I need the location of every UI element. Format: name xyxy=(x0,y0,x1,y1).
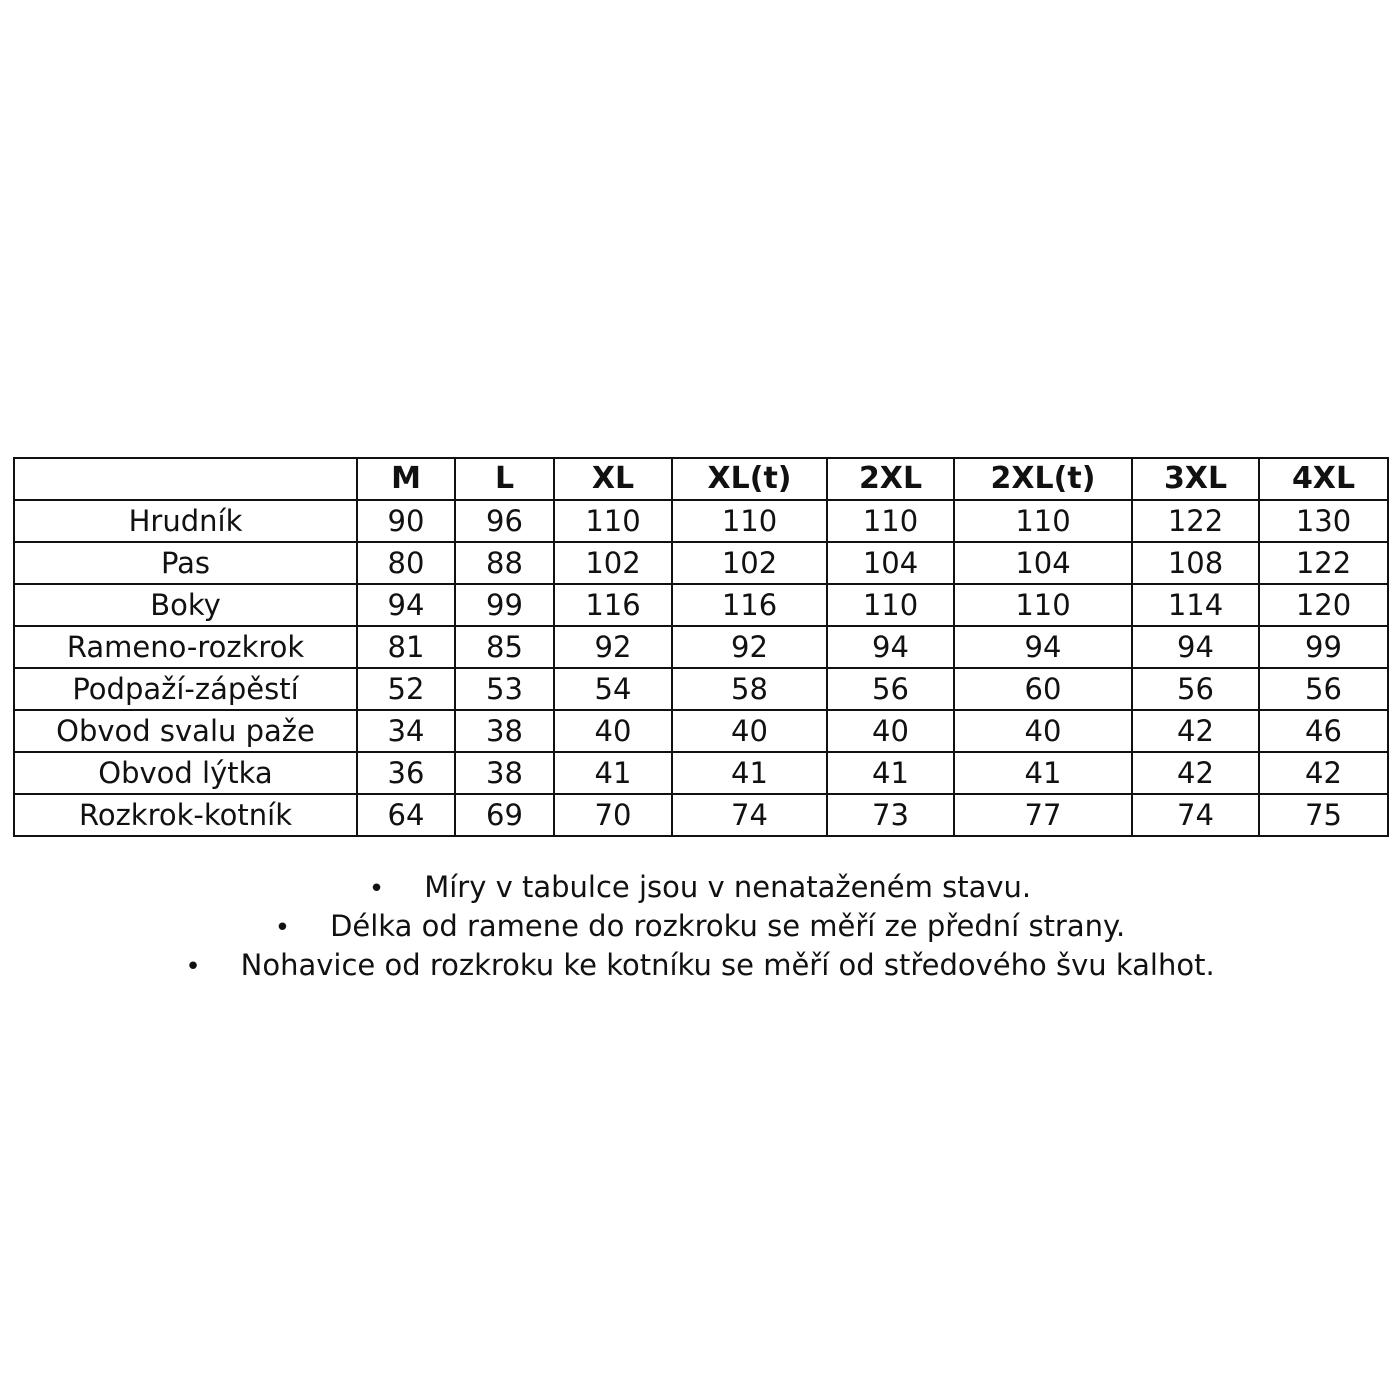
table-cell: 114 xyxy=(1132,584,1259,626)
table-cell: 122 xyxy=(1132,500,1259,542)
note-text: Délka od ramene do rozkroku se měří ze přední strany. xyxy=(330,909,1126,943)
table-cell: 122 xyxy=(1259,542,1388,584)
table-cell: 40 xyxy=(554,710,672,752)
table-cell: 34 xyxy=(357,710,455,752)
note-text: Nohavice od rozkroku ke kotníku se měří od středového švu kalhot. xyxy=(240,948,1215,982)
table-row xyxy=(14,500,1388,542)
table-cell: 75 xyxy=(1259,794,1388,836)
table-cell: 69 xyxy=(455,794,554,836)
table-row xyxy=(14,584,1388,626)
row-label: Rameno-rozkrok xyxy=(14,626,357,668)
table-cell: 110 xyxy=(827,500,954,542)
table-cell: 104 xyxy=(954,542,1132,584)
table-cell: 38 xyxy=(455,752,554,794)
table-cell: 46 xyxy=(1259,710,1388,752)
table-cell: 56 xyxy=(1132,668,1259,710)
table-cell: 110 xyxy=(954,584,1132,626)
table-row xyxy=(14,542,1388,584)
table-row xyxy=(14,752,1388,794)
size-header-xl: XL xyxy=(554,458,672,500)
size-header-2xl: 2XL xyxy=(827,458,954,500)
size-header-xl-t: XL(t) xyxy=(672,458,827,500)
table-cell: 120 xyxy=(1259,584,1388,626)
row-label: Obvod lýtka xyxy=(14,752,357,794)
row-label: Rozkrok-kotník xyxy=(14,794,357,836)
row-label: Boky xyxy=(14,584,357,626)
table-cell: 81 xyxy=(357,626,455,668)
corner-cell xyxy=(14,458,357,500)
row-label: Podpaží-zápěstí xyxy=(14,668,357,710)
table-cell: 92 xyxy=(672,626,827,668)
table-cell: 41 xyxy=(827,752,954,794)
table-cell: 74 xyxy=(672,794,827,836)
note-item xyxy=(0,946,1400,985)
table-cell: 90 xyxy=(357,500,455,542)
table-cell: 94 xyxy=(357,584,455,626)
table-cell: 54 xyxy=(554,668,672,710)
table-row xyxy=(14,710,1388,752)
measurement-notes xyxy=(0,868,1400,985)
table-cell: 94 xyxy=(827,626,954,668)
row-label: Hrudník xyxy=(14,500,357,542)
table-cell: 56 xyxy=(827,668,954,710)
bullet-icon: • xyxy=(185,952,201,982)
row-label: Obvod svalu paže xyxy=(14,710,357,752)
table-cell: 80 xyxy=(357,542,455,584)
header-row xyxy=(14,458,1388,500)
table-cell: 116 xyxy=(554,584,672,626)
table-cell: 130 xyxy=(1259,500,1388,542)
table-cell: 40 xyxy=(672,710,827,752)
table-row xyxy=(14,668,1388,710)
table-cell: 42 xyxy=(1132,710,1259,752)
table-cell: 40 xyxy=(954,710,1132,752)
size-header-4xl: 4XL xyxy=(1259,458,1388,500)
table-cell: 94 xyxy=(1132,626,1259,668)
size-header-l: L xyxy=(455,458,554,500)
table-cell: 110 xyxy=(827,584,954,626)
table-cell: 110 xyxy=(954,500,1132,542)
table-cell: 104 xyxy=(827,542,954,584)
table-cell: 92 xyxy=(554,626,672,668)
size-header-m: M xyxy=(357,458,455,500)
table-row xyxy=(14,626,1388,668)
table-cell: 53 xyxy=(455,668,554,710)
table-cell: 73 xyxy=(827,794,954,836)
table-cell: 64 xyxy=(357,794,455,836)
table-cell: 70 xyxy=(554,794,672,836)
table-cell: 77 xyxy=(954,794,1132,836)
table-cell: 102 xyxy=(554,542,672,584)
table-cell: 60 xyxy=(954,668,1132,710)
bullet-icon: • xyxy=(368,874,385,904)
table-row xyxy=(14,794,1388,836)
bullet-icon: • xyxy=(274,913,291,943)
table-cell: 85 xyxy=(455,626,554,668)
size-header-3xl: 3XL xyxy=(1132,458,1259,500)
size-header-2xl-t: 2XL(t) xyxy=(954,458,1132,500)
table-cell: 38 xyxy=(455,710,554,752)
note-text: Míry v tabulce jsou v nenataženém stavu. xyxy=(424,870,1032,904)
table-cell: 99 xyxy=(1259,626,1388,668)
table-cell: 96 xyxy=(455,500,554,542)
size-chart-table xyxy=(13,457,1389,837)
table-cell: 74 xyxy=(1132,794,1259,836)
table-cell: 110 xyxy=(554,500,672,542)
table-cell: 102 xyxy=(672,542,827,584)
table-cell: 40 xyxy=(827,710,954,752)
table-cell: 42 xyxy=(1259,752,1388,794)
table-cell: 41 xyxy=(554,752,672,794)
table-cell: 41 xyxy=(672,752,827,794)
table-cell: 116 xyxy=(672,584,827,626)
table-cell: 88 xyxy=(455,542,554,584)
table-cell: 108 xyxy=(1132,542,1259,584)
table-cell: 41 xyxy=(954,752,1132,794)
note-item xyxy=(0,907,1400,946)
table-cell: 52 xyxy=(357,668,455,710)
table-cell: 42 xyxy=(1132,752,1259,794)
table-cell: 56 xyxy=(1259,668,1388,710)
table-cell: 36 xyxy=(357,752,455,794)
table-cell: 58 xyxy=(672,668,827,710)
note-item xyxy=(0,868,1400,907)
table-cell: 110 xyxy=(672,500,827,542)
table-cell: 99 xyxy=(455,584,554,626)
table-cell: 94 xyxy=(954,626,1132,668)
row-label: Pas xyxy=(14,542,357,584)
